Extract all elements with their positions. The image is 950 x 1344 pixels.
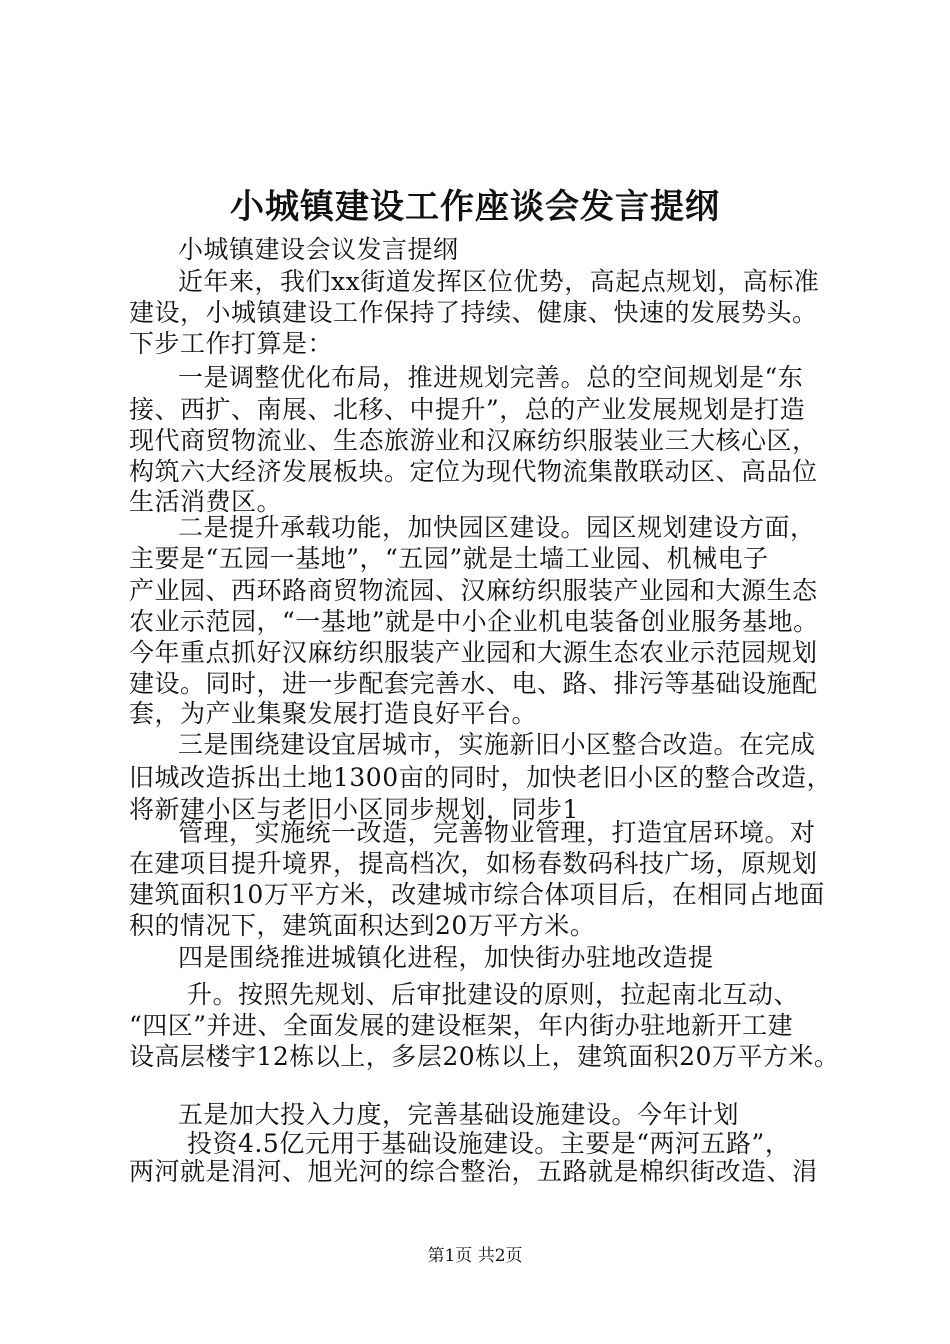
body-line: 建设。同时，进一步配套完善水、电、路、排污等基础设施配: [129, 669, 818, 698]
body-line: 五是加大投入力度，完善基础设施建设。今年计划: [178, 1100, 740, 1129]
body-line: 构筑六大经济发展板块。定位为现代物流集散联动区、高品位: [129, 457, 818, 486]
body-line: 投资4.5亿元用于基础设施建设。主要是“两河五路”，: [187, 1129, 791, 1158]
body-line: 农业示范园，“一基地”就是中小企业机电装备创业服务基地。: [129, 607, 819, 636]
body-line: 主要是“五园一基地”，“五园”就是土墙工业园、机械电子: [129, 544, 769, 573]
body-line: 积的情况下，建筑面积达到20万平方米。: [129, 911, 596, 940]
body-line: 现代商贸物流业、生态旅游业和汉麻纺织服装业三大核心区，: [129, 426, 818, 455]
body-line: 两河就是涓河、旭光河的综合整治，五路就是棉织街改造、涓: [129, 1157, 818, 1186]
body-line: 将新建小区与老旧小区同步规划，同步1: [129, 795, 579, 824]
body-line: 产业园、西环路商贸物流园、汉麻纺织服装产业园和大源生态: [129, 576, 818, 605]
body-line: 四是围绕推进城镇化进程，加快街办驻地改造提: [178, 943, 714, 972]
body-line: 生活消费区。: [129, 487, 283, 516]
body-line: 建设，小城镇建设工作保持了持续、健康、快速的发展势头。: [129, 298, 818, 327]
body-line: 下步工作打算是：: [129, 329, 334, 358]
body-line: 建筑面积10万平方米，改建城市综合体项目后，在相同占地面: [129, 880, 825, 909]
document-title: 小城镇建设工作座谈会发言提纲: [230, 187, 720, 227]
body-line: 三是围绕建设宜居城市，实施新旧小区整合改造。在完成: [178, 730, 816, 759]
body-line: 升。按照先规划、后审批建设的原则，拉起南北互动、: [187, 980, 800, 1009]
body-line: 今年重点抓好汉麻纺织服装产业园和大源生态农业示范园规划: [129, 638, 818, 667]
body-line: 二是提升承载功能，加快园区建设。园区规划建设方面，: [178, 513, 816, 542]
body-line: “四区”并进、全面发展的建设框架，年内街办驻地新开工建: [129, 1011, 794, 1040]
body-line: 接、西扩、南展、北移、中提升”，总的产业发展规划是打造: [129, 395, 806, 424]
body-line: 套，为产业集聚发展打造良好平台。: [129, 699, 538, 728]
page-number: 第1页 共2页: [427, 1246, 523, 1266]
body-line: 一是调整优化布局，推进规划完善。总的空间规划是“东: [178, 363, 804, 392]
body-line: 管理，实施统一改造，完善物业管理，打造宜居环境。对: [178, 818, 816, 847]
body-line: 小城镇建设会议发言提纲: [178, 235, 459, 264]
body-line: 在建项目提升境界，提高档次，如杨春数码科技广场，原规划: [129, 849, 818, 878]
body-line: 设高层楼宇12栋以上，多层20栋以上，建筑面积20万平方米。: [129, 1042, 840, 1071]
body-line: 旧城改造拆出土地1300亩的同时，加快老旧小区的整合改造，: [129, 763, 833, 792]
body-line: 近年来，我们xx街道发挥区位优势，高起点规划，高标准: [178, 267, 820, 296]
